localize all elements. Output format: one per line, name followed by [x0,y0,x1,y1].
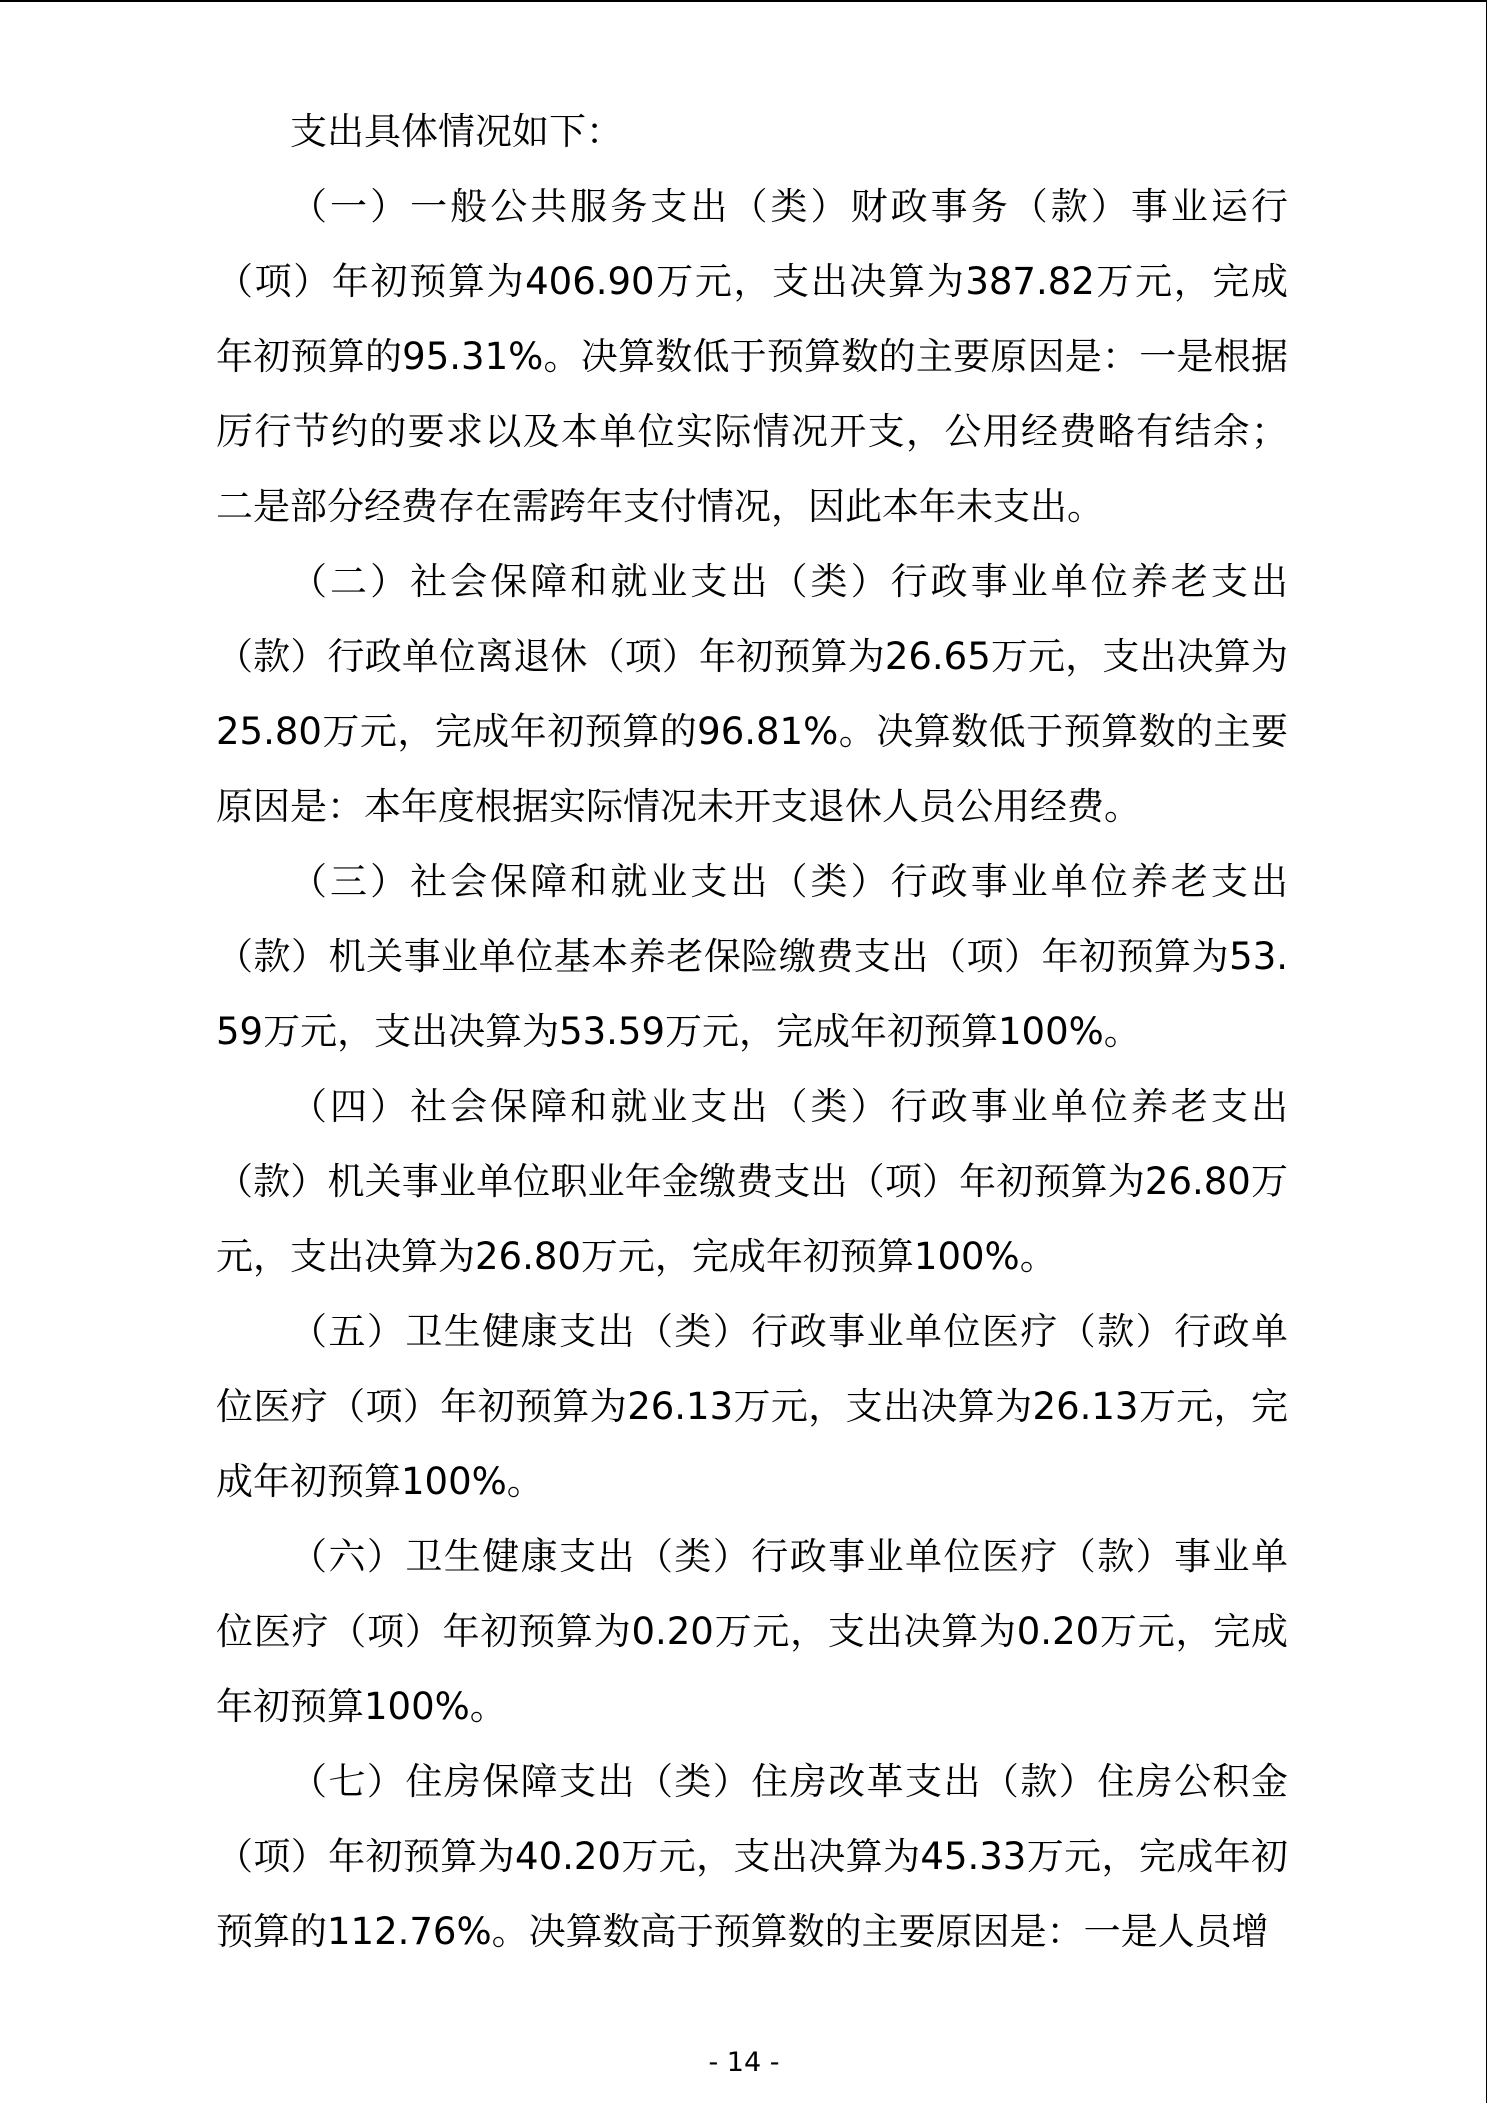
paragraph-admin-unit-medical: （五）卫生健康支出（类）行政事业单位医疗（款）行政单位医疗（项）年初预算为26.13万元，支出决算为26.13万元，完成年初预算100%。 [216,1310,1288,1503]
paragraph-housing-provident-fund: （七）住房保障支出（类）住房改革支出（款）住房公积金（项）年初预算为40.20万元，支出决算为45.33万元，完成年初预算的112.76%。决算数高于预算数的主要原因是：一是人员增 [216,1760,1288,1953]
page-number: - 14 - [708,2047,780,2078]
paragraph-public-institution-medical: （六）卫生健康支出（类）行政事业单位医疗（款）事业单位医疗（项）年初预算为0.20万元，支出决算为0.20万元，完成年初预算100%。 [216,1535,1288,1728]
paragraph-retirement: （二）社会保障和就业支出（类）行政事业单位养老支出（款）行政单位离退休（项）年初预算为26.65万元，支出决算为25.80万元，完成年初预算的96.81%。决算数低于预算数的主要原因是：本年度根据实际情况未开支退休人员公用经费。 [216,560,1288,828]
paragraph-occupational-annuity: （四）社会保障和就业支出（类）行政事业单位养老支出（款）机关事业单位职业年金缴费支出（项）年初预算为26.80万元，支出决算为26.80万元，完成年初预算100%。 [216,1085,1288,1278]
paragraph-basic-pension-insurance: （三）社会保障和就业支出（类）行政事业单位养老支出（款）机关事业单位基本养老保险缴费支出（项）年初预算为53.59万元，支出决算为53.59万元，完成年初预算100%。 [216,860,1288,1053]
document-body [216,94,1288,1969]
intro-paragraph: 支出具体情况如下： [290,110,623,153]
paragraph-general-public-services: （一）一般公共服务支出（类）财政事务（款）事业运行（项）年初预算为406.90万元，支出决算为387.82万元，完成年初预算的95.31%。决算数低于预算数的主要原因是：一是根据厉行节约的要求以及本单位实际情况开支，公用经费略有结余；二是部分经费存在需跨年支付情况，因此本年未支出。 [216,185,1288,528]
